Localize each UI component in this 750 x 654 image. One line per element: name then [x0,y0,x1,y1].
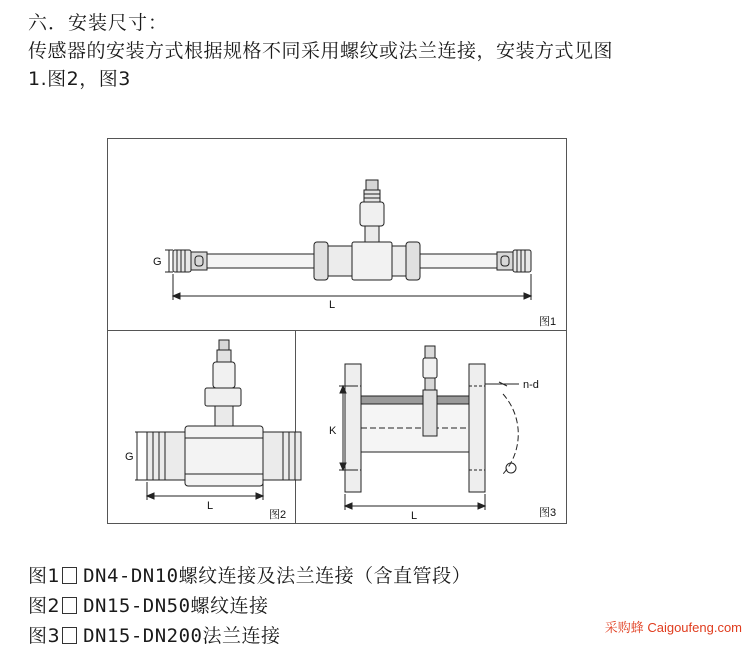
fig2-drawing [135,340,301,500]
section-heading: 六．安装尺寸： [28,12,169,34]
caption-fig3 [28,621,280,648]
fig2-caption-tag: 图2 [269,509,287,521]
fig2-g-label: G [125,451,134,463]
fig3-nd-label: n-d [523,379,539,391]
intro-paragraph-line1: 传感器的安装方式根据规格不同采用螺纹或法兰连接，安装方式见图 [28,40,614,62]
caption-fig2-label: 图2 [28,595,61,617]
fig1-l-label: L [329,299,336,311]
fig1-g-label: G [153,256,162,268]
caption-fig2-text: DN15-DN50螺纹连接 [83,595,269,617]
fig3-l-label: L [411,510,418,522]
caption-fig2 [28,591,269,618]
fig1-caption-tag: 图1 [539,316,557,328]
caption-fig1-label: 图1 [28,565,61,587]
intro-paragraph-line2: 1.图2，图3 [28,68,131,90]
installation-drawing [107,138,567,524]
fig2-l-label: L [207,500,214,512]
fig3-k-label: K [329,425,337,437]
caption-fig3-label: 图3 [28,625,61,647]
watermark: 采购蜂 Caigoufeng.com [604,620,742,635]
checkbox-glyph [62,567,77,584]
fig1-drawing [165,180,531,300]
panel-fig1-frame [108,139,567,331]
caption-fig1-text: DN4-DN10螺纹连接及法兰连接（含直管段） [83,565,472,587]
caption-fig3-text: DN15-DN200法兰连接 [83,625,281,647]
fig3-caption-tag: 图3 [539,507,557,519]
checkbox-glyph [62,597,77,614]
checkbox-glyph [62,627,77,644]
caption-fig1 [28,561,471,588]
fig3-drawing [339,346,519,510]
